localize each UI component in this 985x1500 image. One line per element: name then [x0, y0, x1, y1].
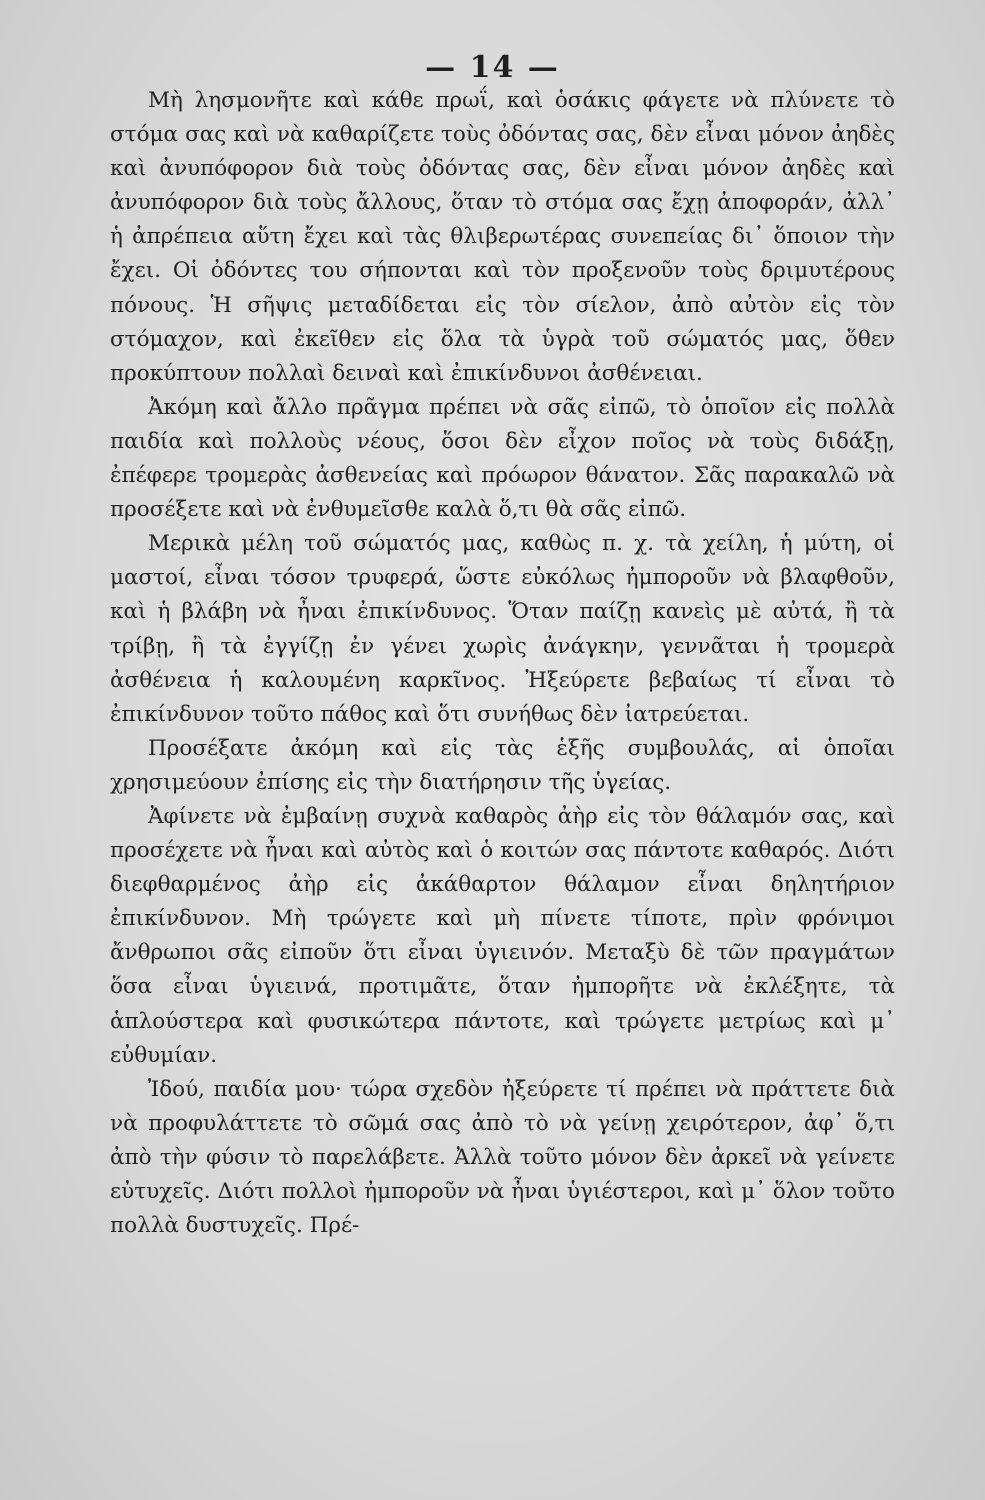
- paragraph-6: Ἰδού, παιδία μου· τώρα σχεδὸν ἠξεύρετε τί πρέπει νὰ πράττετε διὰ νὰ προφυλάττετε τὸ σῶμά σας ἀπὸ τὸ νὰ γείνῃ χειρότερον, ἀφ᾽ ὅ,τι ἀπὸ τὴν φύσιν τὸ παρελάβετε. Ἀλλὰ τοῦτο μόνον δὲν ἀρκεῖ νὰ γείνετε εὐτυχεῖς. Διότι πολλοὶ ἠμποροῦν νὰ ἦναι ὑγιέστεροι, καὶ μ᾽ ὅλον τοῦτο πολλὰ δυστυχεῖς. Πρέ-: [110, 1076, 895, 1239]
- page-number: — 14 —: [425, 50, 560, 85]
- paragraph-2: Ἀκόμη καὶ ἄλλο πρᾶγμα πρέπει νὰ σᾶς εἰπῶ, τὸ ὁποῖον εἰς πολλὰ παιδία καὶ πολλοὺς νέους, ὅσοι δὲν εἶχον ποῖος νὰ τοὺς διδάξῃ, ἐπέφερε τρομερὰς ἀσθενείας καὶ πρόωρον θάνατον. Σᾶς παρακαλῶ νὰ προσέξετε καὶ νὰ ἐνθυμεῖσθε καλὰ ὅ,τι θὰ σᾶς εἰπῶ.: [110, 394, 895, 523]
- paragraph-1: Μὴ λησμονῆτε καὶ κάθε πρωΐ, καὶ ὁσάκις φάγετε νὰ πλύνετε τὸ στόμα σας καὶ νὰ καθαρίζετε τοὺς ὀδόντας σας, δὲν εἶναι μόνον ἀηδὲς καὶ ἀνυπόφορον διὰ τοὺς ὀδόντας σας, δὲν εἶναι μόνον ἀηδὲς καὶ ἀνυπόφορον διὰ τοὺς ἄλλους, ὅταν τὸ στόμα σας ἔχῃ ἀποφοράν, ἀλλ᾽ ἡ ἀπρέπεια αὕτη ἔχει καὶ τὰς θλιβερωτέρας συνεπείας δι᾽ ὅποιον τὴν ἔχει. Οἱ ὀδόντες του σήπονται καὶ τὸν προξενοῦν τοὺς δριμυτέρους πόνους. Ἡ σῆψις μεταδίδεται εἰς τὸν σίελον, ἀπὸ αὐτὸν εἰς τὸν στόμαχον, καὶ ἐκεῖθεν εἰς ὅλα τὰ ὑγρὰ τοῦ σώματός μας, ὅθεν προκύπτουν πολλαὶ δειναὶ καὶ ἐπικίνδυνοι ἀσθένειαι.: [110, 88, 895, 386]
- body-text: [110, 84, 895, 1243]
- paragraph-3: Μερικὰ μέλη τοῦ σώματός μας, καθὼς π. χ. τὰ χείλη, ἡ μύτη, οἱ μαστοί, εἶναι τόσον τρυφερά, ὥστε εὐκόλως ἠμποροῦν νὰ βλαφθοῦν, καὶ ἡ βλάβη νὰ ἦναι ἐπικίνδυνος. Ὅταν παίζῃ κανεὶς μὲ αὐτά, ἢ τὰ τρίβῃ, ἢ τὰ ἐγγίζῃ ἐν γένει χωρὶς ἀνάγκην, γεννᾶται ἡ τρομερὰ ἀσθένεια ἡ καλουμένη καρκῖνος. Ἠξεύρετε βεβαίως τί εἶναι τὸ ἐπικίνδυνον τοῦτο πάθος καὶ ὅτι συνήθως δὲν ἰατρεύεται.: [110, 531, 895, 727]
- paragraph-4: Προσέξατε ἀκόμη καὶ εἰς τὰς ἑξῆς συμβουλάς, αἱ ὁποῖαι χρησιμεύουν ἐπίσης εἰς τὴν διατήρησιν τῆς ὑγείας.: [110, 735, 895, 795]
- paragraph-5: Ἀφίνετε νὰ ἐμβαίνῃ συχνὰ καθαρὸς ἀὴρ εἰς τὸν θάλαμόν σας, καὶ προσέχετε νὰ ἦναι καὶ αὐτὸς καὶ ὁ κοιτών σας πάντοτε καθαρός. Διότι διεφθαρμένος ἀὴρ εἰς ἀκάθαρτον θάλαμον εἶναι δηλητήριον ἐπικίνδυνον. Μὴ τρώγετε καὶ μὴ πίνετε τίποτε, πρὶν φρόνιμοι ἄνθρωποι σᾶς εἰποῦν ὅτι εἶναι ὑγιεινόν. Μεταξὺ δὲ τῶν πραγμάτων ὅσα εἶναι ὑγιεινά, προτιμᾶτε, ὅταν ἠμπορῆτε νὰ ἐκλέξητε, τὰ ἁπλούστερα καὶ φυσικώτερα πάντοτε, καὶ τρώγετε μετρίως καὶ μ᾽ εὐθυμίαν.: [110, 803, 895, 1068]
